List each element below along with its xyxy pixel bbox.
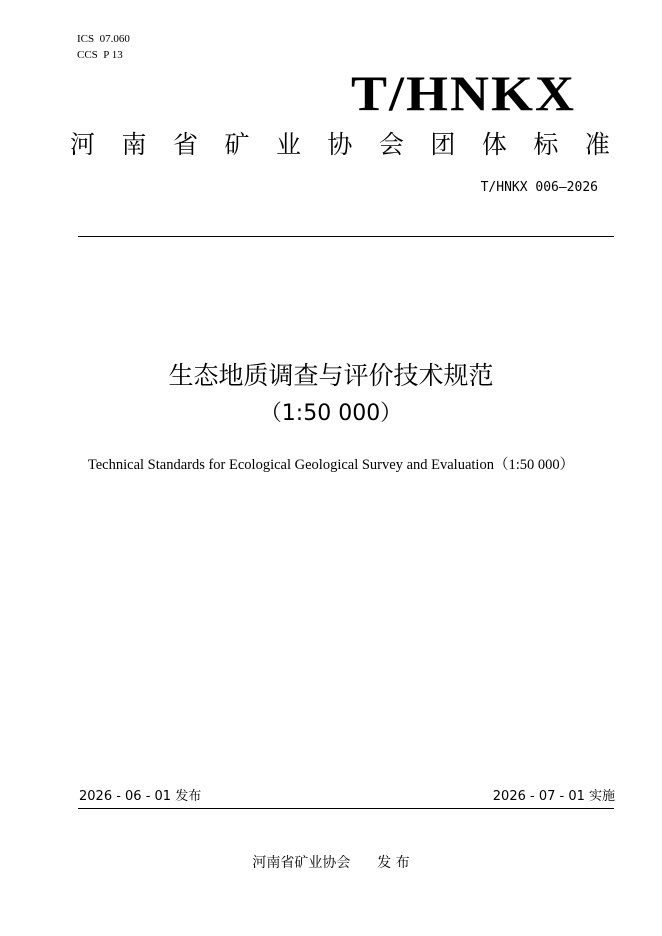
org-standard-char: 业 xyxy=(275,130,301,159)
org-standard-char: 准 xyxy=(584,130,610,159)
org-standard-char: 体 xyxy=(481,130,507,159)
standard-number: T/HNKX 006—2026 xyxy=(480,180,598,195)
document-title-english: Technical Standards for Ecological Geological Survey and Evaluation（1:50 000） xyxy=(87,457,575,473)
issue-date: 2026 - 06 - 01 发布 xyxy=(79,789,202,804)
header-divider xyxy=(78,236,614,237)
org-standard-char: 矿 xyxy=(224,130,250,159)
ccs-code: CCS P 13 xyxy=(77,49,123,61)
org-standard-char: 省 xyxy=(172,130,198,159)
organization-standard-title xyxy=(70,128,610,162)
org-standard-char: 协 xyxy=(327,130,353,159)
org-standard-char: 团 xyxy=(430,130,456,159)
implementation-date: 2026 - 07 - 01 实施 xyxy=(492,789,615,804)
org-standard-char: 会 xyxy=(378,130,404,159)
org-standard-char: 南 xyxy=(121,130,147,159)
document-title-scale: （1:50 000） xyxy=(259,401,403,426)
org-standard-char: 河 xyxy=(70,130,96,159)
org-standard-char: 标 xyxy=(533,130,559,159)
footer-divider xyxy=(78,808,614,809)
ics-code: ICS 07.060 xyxy=(77,33,130,45)
document-title-chinese: 生态地质调查与评价技术规范 xyxy=(168,361,494,390)
standard-logo: T/HNKX xyxy=(350,66,576,122)
publisher-line: 河南省矿业协会 发 布 xyxy=(252,855,410,871)
